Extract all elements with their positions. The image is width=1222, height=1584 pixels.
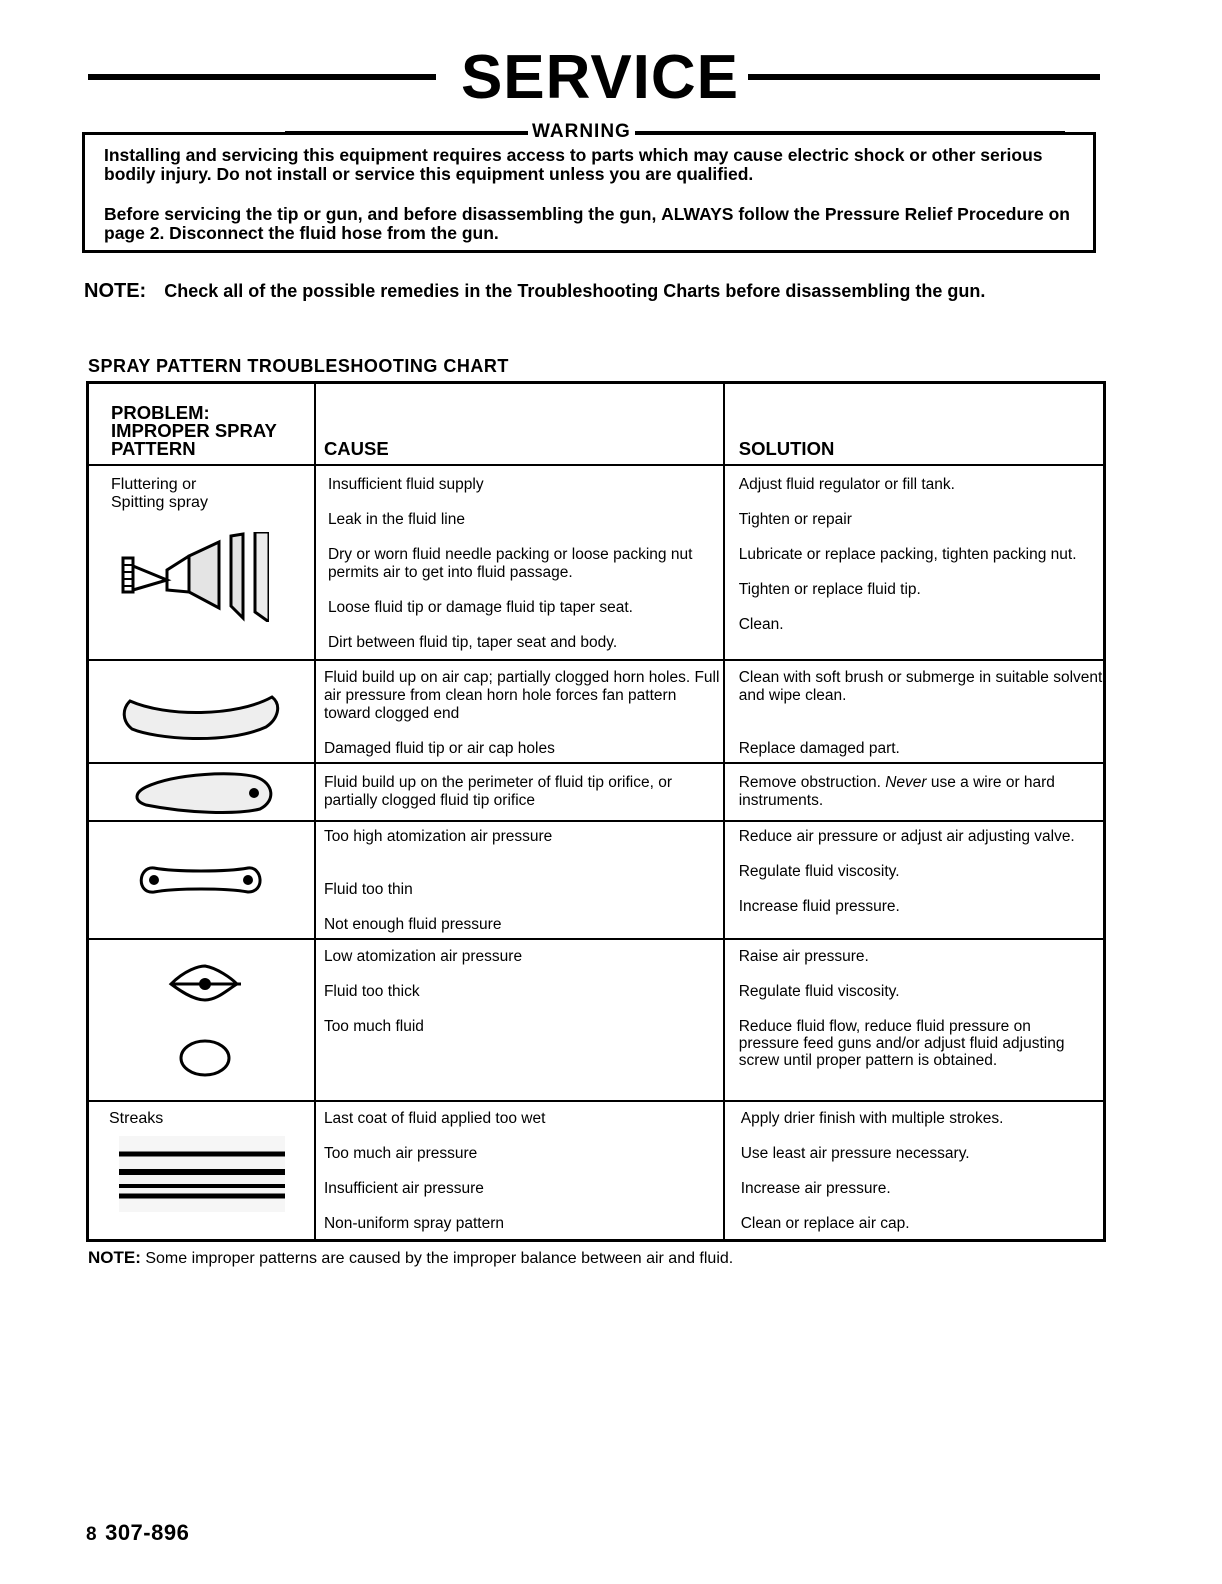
problem-cell <box>88 1101 315 1241</box>
solution-item: Regulate fluid viscosity. <box>738 862 900 880</box>
cause-item: Too much air pressure <box>323 1144 478 1162</box>
cause-item: Fluid build up on the perimeter of fluid tip orifice, or partially clogged fluid tip orifice <box>323 773 673 809</box>
page-number: 8 <box>86 1524 98 1545</box>
page-title: SERVICE <box>460 43 740 112</box>
document-number: 307-896 <box>105 1520 190 1545</box>
top-note <box>84 280 985 303</box>
solution-item: Regulate fluid viscosity. <box>738 982 900 1000</box>
split-pattern-icon <box>89 822 314 938</box>
cause-cell <box>315 660 724 763</box>
bottom-note-text: Some improper patterns are caused by the improper balance between air and fluid. <box>140 1250 734 1267</box>
problem-text: Streaks <box>109 1109 164 1127</box>
title-rule-left <box>88 74 436 80</box>
cause-item: Loose fluid tip or damage fluid tip taper seat. <box>327 598 633 616</box>
solution-item: Clean with soft brush or submerge in suitable solvent and wipe clean. <box>738 668 1103 704</box>
bottom-note <box>88 1248 733 1268</box>
top-note-label: NOTE: <box>84 280 147 302</box>
cause-cell <box>315 939 724 1101</box>
cause-item: Dry or worn fluid needle packing or loose packing nut permits air to get into fluid passage. <box>327 545 693 581</box>
solution-cell <box>724 763 1105 821</box>
solution-item: Apply drier finish with multiple strokes. <box>740 1109 1004 1127</box>
solution-item: Increase fluid pressure. <box>738 897 900 915</box>
warning-label: WARNING <box>528 121 635 143</box>
bottom-note-label: NOTE: <box>88 1248 141 1267</box>
cause-item: Leak in the fluid line <box>327 510 465 528</box>
solution-item: Tighten or repair <box>738 510 852 528</box>
cause-item: Dirt between fluid tip, taper seat and body. <box>327 633 618 651</box>
problem-cell <box>88 465 315 660</box>
cause-cell <box>315 465 724 660</box>
cause-item: Low atomization air pressure <box>323 947 523 965</box>
solution-cell <box>724 465 1105 660</box>
warning-top-line <box>285 131 1065 134</box>
solution-item: Use least air pressure necessary. <box>740 1144 970 1162</box>
problem-cell <box>88 763 315 821</box>
cause-item: Fluid too thin <box>323 880 413 898</box>
solution-item: Replace damaged part. <box>738 739 900 757</box>
solution-cell <box>724 1101 1105 1241</box>
cause-item: Last coat of fluid applied too wet <box>323 1109 546 1127</box>
solution-item: Tighten or replace fluid tip. <box>738 580 921 598</box>
table-row <box>88 821 1105 939</box>
solution-item: Adjust fluid regulator or fill tank. <box>738 475 955 493</box>
solution-cell <box>724 821 1105 939</box>
warning-paragraph-2: Before servicing the tip or gun, and before disassembling the gun, ALWAYS follow the Pressure Relief Procedure on page 2. Disconnect the fluid hose from the gun. <box>104 204 1070 243</box>
streaks-icon <box>89 1128 314 1219</box>
table-header-row <box>88 383 1105 465</box>
cause-cell <box>315 763 724 821</box>
cause-cell <box>315 821 724 939</box>
title-rule-right <box>748 74 1100 80</box>
heavy-end-pattern-icon <box>89 764 314 820</box>
cause-item: Too high atomization air pressure <box>323 827 553 845</box>
solution-item: Clean or replace air cap. <box>740 1214 910 1232</box>
solution-item: Raise air pressure. <box>738 947 869 965</box>
chart-title: SPRAY PATTERN TROUBLESHOOTING CHART <box>88 356 509 376</box>
problem-cell <box>88 939 315 1101</box>
table-row <box>88 660 1105 763</box>
cause-item: Insufficient air pressure <box>323 1179 484 1197</box>
table-row <box>88 465 1105 660</box>
top-note-text: Check all of the possible remedies in the Troubleshooting Charts before disassembling the gun. <box>164 281 986 301</box>
header-cause: CAUSE <box>315 383 724 465</box>
table-row <box>88 1101 1105 1241</box>
warning-paragraph-1: Installing and servicing this equipment requires access to parts which may cause electric shock or other serious bodily injury. Do not install or service this equipment unless you are qualified. <box>104 145 1043 184</box>
solution-cell <box>724 660 1105 763</box>
solution-item: Lubricate or replace packing, tighten packing nut. <box>738 545 1077 563</box>
header-solution: SOLUTION <box>724 383 1105 465</box>
cause-item: Too much fluid <box>323 1017 424 1035</box>
problem-cell <box>88 821 315 939</box>
cause-item: Fluid too thick <box>323 982 420 1000</box>
cause-cell <box>315 1101 724 1241</box>
table-row <box>88 763 1105 821</box>
cause-item: Fluid build up on air cap; partially clogged horn holes. Full air pressure from clean horn hole forces fan pattern toward clogged end <box>323 668 720 722</box>
cause-item: Non-uniform spray pattern <box>323 1214 504 1232</box>
problem-cell <box>88 660 315 763</box>
heavy-center-pattern-icon <box>89 940 314 1085</box>
cause-item: Not enough fluid pressure <box>323 915 502 933</box>
cause-item: Insufficient fluid supply <box>327 475 484 493</box>
problem-text: Fluttering or Spitting spray <box>111 475 208 511</box>
header-problem: PROBLEM: IMPROPER SPRAY PATTERN <box>88 383 315 465</box>
table-row <box>88 939 1105 1101</box>
solution-item: Reduce air pressure or adjust air adjusting valve. <box>738 827 1075 845</box>
troubleshooting-table <box>86 381 1106 1242</box>
solution-item: Reduce fluid flow, reduce fluid pressure on pressure feed guns and/or adjust fluid adjusting screw until proper pattern is obtained. <box>738 1017 1065 1069</box>
page-footer <box>86 1520 189 1546</box>
solution-item: Increase air pressure. <box>740 1179 891 1197</box>
fluttering-spray-icon <box>89 512 314 627</box>
solution-item: Clean. <box>738 615 784 633</box>
solution-cell <box>724 939 1105 1101</box>
solution-item: Remove obstruction. Never use a wire or hard instruments. <box>738 773 1055 809</box>
crescent-pattern-icon <box>89 661 314 761</box>
cause-item: Damaged fluid tip or air cap holes <box>323 739 555 757</box>
